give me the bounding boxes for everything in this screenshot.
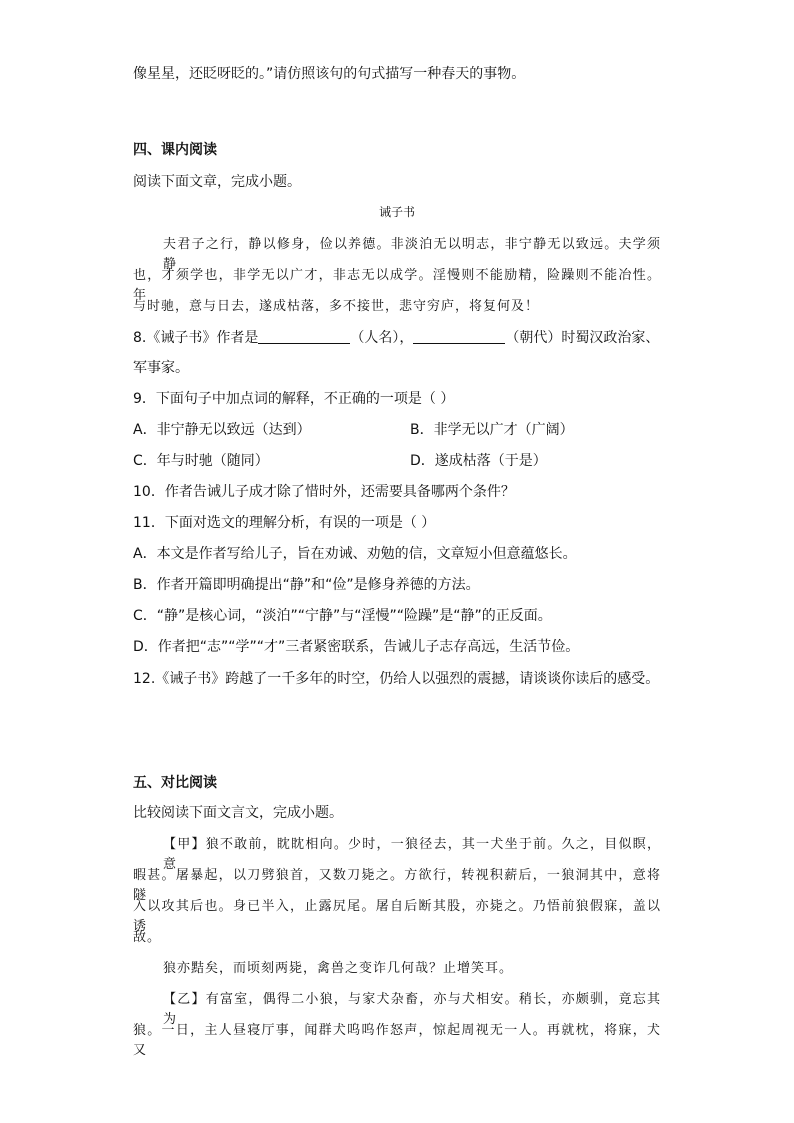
question-8	[133, 328, 659, 348]
passage-title: 诫子书	[378, 205, 415, 219]
passage-jia-conclusion: 狼亦黠矣，而顷刻两毙，禽兽之变诈几何哉？止增笑耳。	[163, 961, 514, 976]
question-9: 9．下面句子中加点词的解释，不正确的一项是（ ）	[133, 391, 455, 407]
question-8-continuation: 军事家。	[133, 360, 189, 376]
passage-jia-line: 入以攻其后也。身已半入，止露尻尾。屠自后断其股，亦毙之。乃悟前狼假寐，盖以诱	[133, 899, 661, 934]
option-9d: D．遂成枯落（于是）	[410, 453, 547, 469]
passage-yi-line: 狼。一日，主人昼寝厅事，闻群犬呜呜作怒声，惊起周视无一人。再就枕，将寐，犬又	[133, 1023, 661, 1058]
continued-question-line: 像星星，还眨呀眨的。”请仿照该句的句式描写一种春天的事物。	[133, 66, 526, 82]
question-8-text-b: （人名），	[350, 330, 414, 346]
passage-line: 与时驰，意与日去，遂成枯落，多不接世，悲守穷庐，将复何及！	[133, 299, 540, 314]
option-9c: C．年与时驰（随同）	[133, 453, 269, 469]
section-five-heading: 五、对比阅读	[133, 775, 217, 791]
passage-line: 也，才须学也，非学无以广才，非志无以成学。淫慢则不能励精，险躁则不能冶性。年	[133, 268, 661, 303]
option-11b: B．作者开篇即明确提出“静”和“俭”是修身养德的方法。	[133, 577, 480, 593]
question-12: 12.《诫子书》跨越了一千多年的时空，仍给人以强烈的震撼，请谈谈你读后的感受。	[133, 671, 660, 687]
section-four-heading: 四、课内阅读	[133, 142, 217, 158]
option-11c: C．“静”是核心词，“淡泊”“宁静”与“淫慢”“险躁”是“静”的正反面。	[133, 608, 552, 624]
option-9a: A．非宁静无以致远（达到）	[133, 422, 311, 438]
passage-line: 夫君子之行，静以修身，俭以养德。非淡泊无以明志，非宁静无以致远。夫学须静	[163, 237, 661, 272]
question-8-text-a: 8.《诫子书》作者是	[133, 330, 259, 346]
option-11a: A．本文是作者写给儿子，旨在劝诫、劝勉的信，文章短小但意蕴悠长。	[133, 546, 577, 562]
section-five-instruction: 比较阅读下面文言文，完成小题。	[133, 805, 343, 821]
question-11: 11．下面对选文的理解分析，有误的一项是（ ）	[133, 515, 436, 531]
option-11d: D．作者把“志”“学”“才”三者紧密联系，告诫儿子志存高远，生活节俭。	[133, 639, 580, 655]
question-8-text-c: （朝代）时蜀汉政治家、	[505, 330, 660, 346]
passage-jia-line: 暇甚。屠暴起，以刀劈狼首，又数刀毙之。方欲行，转视积薪后，一狼洞其中，意将隧	[133, 868, 661, 903]
section-four-instruction: 阅读下面文章，完成小题。	[133, 174, 301, 190]
answer-blank-name[interactable]	[258, 329, 350, 344]
passage-jia-line: 【甲】狼不敢前，眈眈相向。少时，一狼径去，其一犬坐于前。久之，目似瞑，意	[163, 837, 661, 872]
passage-jia-line: 敌。	[133, 930, 162, 945]
option-9b: B．非学无以广才（广阔）	[410, 422, 574, 438]
passage-yi-line: 【乙】有富室，偶得二小狼，与家犬杂畜，亦与犬相安。稍长，亦颇驯，竟忘其为	[163, 992, 661, 1027]
question-10: 10．作者告诫儿子成才除了惜时外，还需要具备哪两个条件？	[133, 484, 515, 500]
answer-blank-dynasty[interactable]	[413, 329, 505, 344]
